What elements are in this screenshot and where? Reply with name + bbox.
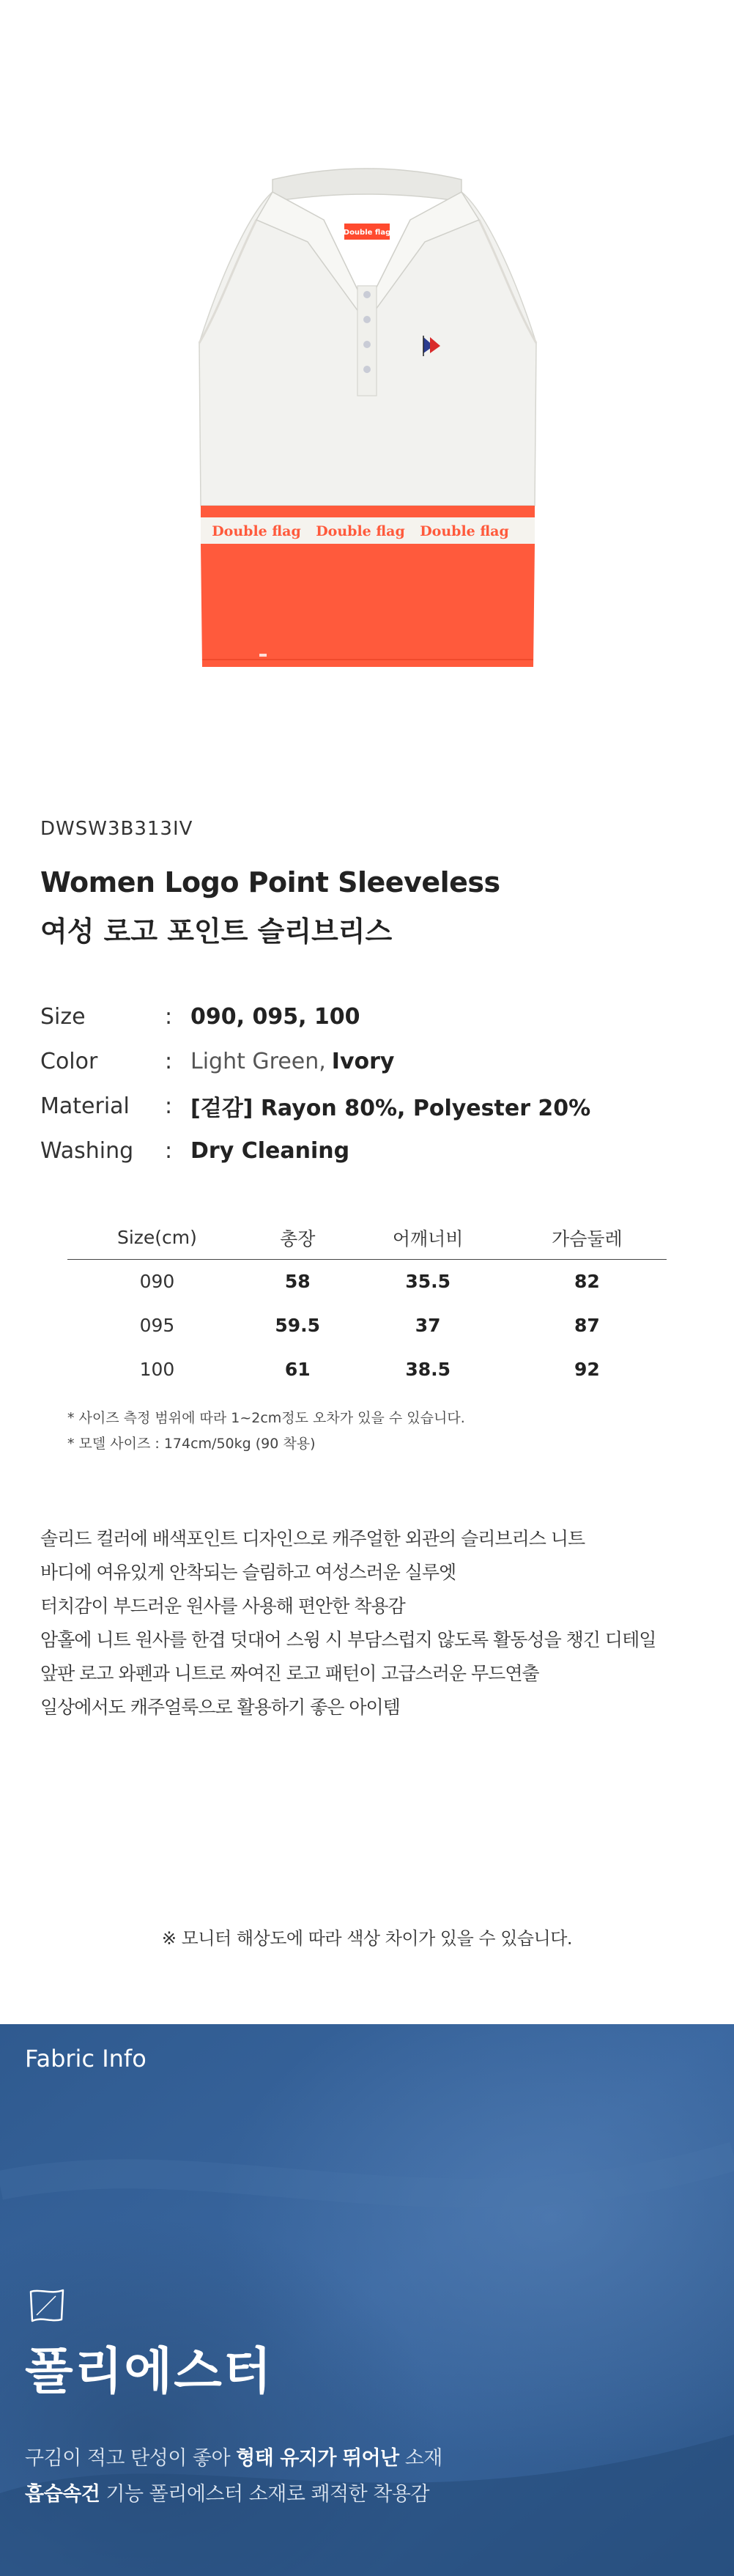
- button: [363, 366, 371, 373]
- model-note: * 모델 사이즈 : 174cm/50kg (90 착용): [67, 1436, 316, 1452]
- fabric-desc-text: 소재: [398, 2447, 442, 2470]
- fabric-name: 폴리에스터: [25, 2343, 273, 2401]
- table-cell: 92: [574, 1358, 600, 1380]
- spec-value-selected: Ivory: [331, 1048, 395, 1074]
- size-table: [67, 1217, 667, 1391]
- column-header: 가슴둘레: [508, 1217, 667, 1259]
- spec-value-secondary: Light Green,: [190, 1048, 326, 1074]
- table-cell: 82: [574, 1270, 600, 1292]
- description-line: 앞판 로고 와펜과 니트로 짜여진 로고 패턴이 고급스러운 무드연출: [40, 1663, 539, 1684]
- button: [363, 341, 371, 348]
- size-cell: 100: [139, 1358, 175, 1380]
- table-cell: 87: [574, 1314, 600, 1336]
- table-row: [67, 1303, 667, 1347]
- size-note: * 사이즈 측정 범위에 따라 1~2cm정도 오차가 있을 수 있습니다.: [67, 1410, 465, 1426]
- band-logo-text: Double flag: [316, 523, 405, 539]
- spec-row-size: [40, 1000, 700, 1033]
- description-line: 터치감이 부드러운 원사를 사용해 편안한 착용감: [40, 1595, 405, 1617]
- column-header: Size(cm): [67, 1217, 247, 1259]
- spec-row-washing: [40, 1134, 700, 1167]
- band-logo-text: Double flag: [420, 523, 509, 539]
- table-header-row: [67, 1217, 667, 1259]
- spec-value: 090, 095, 100: [190, 1003, 360, 1030]
- product-code: DWSW3B313IV: [40, 818, 193, 840]
- spec-colon: :: [164, 1137, 173, 1164]
- fabric-desc-text: 구김이 적고 탄성이 좋아: [25, 2447, 237, 2470]
- description-line: 솔리드 컬러에 배색포인트 디자인으로 캐주얼한 외관의 슬리브리스 니트: [40, 1528, 585, 1549]
- table-cell: 38.5: [405, 1358, 451, 1380]
- spec-row-material: [40, 1090, 700, 1122]
- spec-value: [겉감] Rayon 80%, Polyester 20%: [190, 1096, 591, 1121]
- spec-colon: :: [164, 1093, 173, 1119]
- spec-colon: :: [164, 1003, 173, 1030]
- fabric-desc-line: [25, 2478, 429, 2506]
- product-title-ko: 여성 로고 포인트 슬리브리스: [40, 915, 393, 948]
- description-line: 일상에서도 캐주얼룩으로 활용하기 좋은 아이템: [40, 1697, 400, 1718]
- fabric-info-panel: [0, 2024, 734, 2576]
- product-image: [0, 0, 734, 718]
- spec-label: Material: [40, 1093, 130, 1119]
- table-cell: 61: [284, 1358, 311, 1380]
- spec-label: Washing: [40, 1137, 134, 1164]
- table-row: [67, 1347, 667, 1391]
- button: [363, 316, 371, 323]
- fabric-desc-highlight: 흡습속건: [25, 2483, 100, 2506]
- neck-label: Double flag: [343, 229, 391, 237]
- fabric-desc-highlight: 형태 유지가 뛰어난: [236, 2447, 399, 2470]
- spec-label: Size: [40, 1003, 86, 1030]
- fabric-desc-line: [25, 2442, 442, 2470]
- table-row: [67, 1259, 667, 1303]
- spec-row-color: [40, 1045, 700, 1077]
- spec-label: Color: [40, 1048, 98, 1074]
- sleeveless-knit-illustration: [0, 0, 734, 718]
- table-cell: 37: [415, 1314, 441, 1336]
- description-line: 바디에 여유있게 안착되는 슬림하고 여성스러운 실루엣: [40, 1562, 456, 1583]
- spec-value: Dry Cleaning: [190, 1137, 350, 1164]
- monitor-color-note: ※ 모니터 해상도에 따라 색상 차이가 있을 수 있습니다.: [161, 1928, 573, 1949]
- product-title-en: Women Logo Point Sleeveless: [40, 866, 500, 898]
- button: [363, 291, 371, 298]
- table-cell: 35.5: [405, 1270, 451, 1292]
- fabric-swatch-icon: [26, 2284, 67, 2328]
- band-logo-text: Double flag: [212, 523, 301, 539]
- fabric-info-title: Fabric Info: [25, 2045, 147, 2073]
- size-cell: 090: [139, 1270, 175, 1292]
- fabric-desc-text: 기능 폴리에스터 소재로 쾌적한 착용감: [100, 2483, 430, 2506]
- spec-colon: :: [164, 1048, 173, 1074]
- table-cell: 59.5: [275, 1314, 321, 1336]
- column-header: 총장: [247, 1217, 349, 1259]
- size-cell: 095: [139, 1314, 175, 1336]
- table-cell: 58: [284, 1270, 311, 1292]
- column-header: 어깨너비: [349, 1217, 508, 1259]
- description-line: 암홀에 니트 원사를 한겹 덧대어 스윙 시 부담스럽지 않도록 활동성을 챙긴 디테일: [40, 1629, 656, 1650]
